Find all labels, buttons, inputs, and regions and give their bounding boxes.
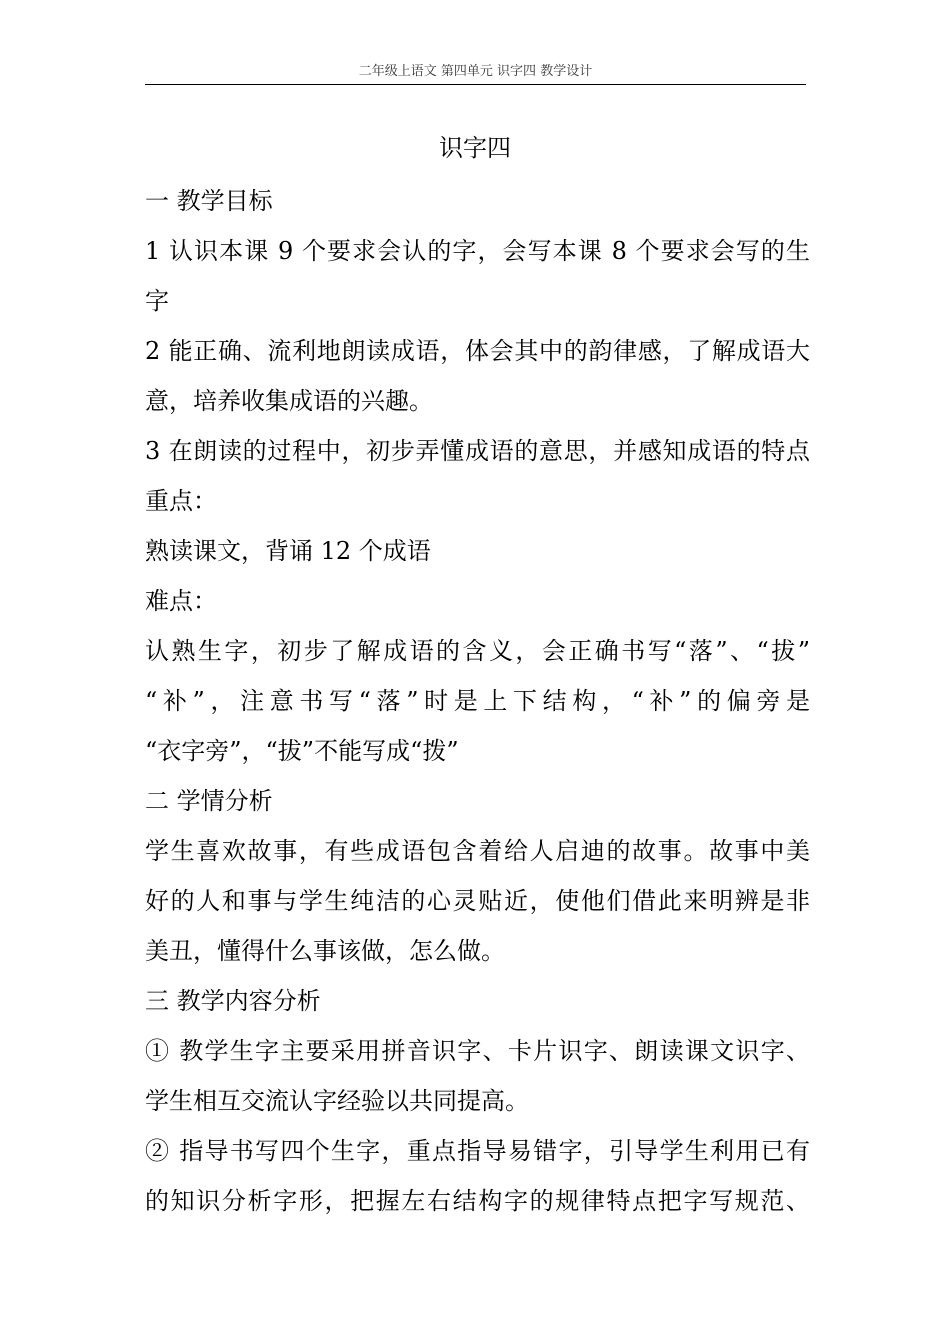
content-item-1-line-2: 学生相互交流认字经验以共同提高。 — [145, 1087, 529, 1115]
objective-2-line-2: 意，培养收集成语的兴趣。 — [145, 387, 433, 415]
content-item-1-line-1: ① 教学生字主要采用拼音识字、卡片识字、朗读课文识字、 — [145, 1037, 810, 1065]
key-points-text: 熟读课文，背诵 12 个成语 — [145, 537, 431, 565]
objective-1-line-2: 字 — [145, 287, 169, 315]
section-heading-content-analysis: 三 教学内容分析 — [145, 987, 321, 1015]
objective-1-line-1: 1 认识本课 9 个要求会认的字，会写本课 8 个要求会写的生 — [145, 237, 810, 265]
objective-3-line-1: 3 在朗读的过程中，初步弄懂成语的意思，并感知成语的特点 — [145, 437, 810, 465]
page-header: 二年级上语文 第四单元 识字四 教学设计 — [145, 62, 806, 85]
difficulties-line-1: 认熟生字，初步了解成语的含义，会正确书写“落”、“拔” — [145, 637, 810, 665]
difficulties-label: 难点： — [145, 587, 217, 615]
content-item-2-line-1: ② 指导书写四个生字，重点指导易错字，引导学生利用已有 — [145, 1137, 810, 1165]
document-body — [145, 176, 810, 1226]
document-title: 识字四 — [439, 134, 511, 162]
objective-2-line-1: 2 能正确、流利地朗读成语，体会其中的韵律感，了解成语大 — [145, 337, 810, 365]
section-heading-learner-analysis: 二 学情分析 — [145, 787, 273, 815]
content-item-2-line-2: 的知识分析字形，把握左右结构字的规律特点把字写规范、 — [145, 1187, 810, 1215]
section-heading-objectives: 一 教学目标 — [145, 187, 273, 215]
learner-analysis-line-2: 好的人和事与学生纯洁的心灵贴近，使他们借此来明辨是非 — [145, 887, 810, 915]
difficulties-line-3: “衣字旁”，“拔”不能写成“拨” — [145, 737, 459, 765]
learner-analysis-line-3: 美丑，懂得什么事该做，怎么做。 — [145, 937, 505, 965]
difficulties-line-2: “补”，注意书写“落”时是上下结构，“补”的偏旁是 — [145, 687, 810, 715]
learner-analysis-line-1: 学生喜欢故事，有些成语包含着给人启迪的故事。故事中美 — [145, 837, 810, 865]
key-points-label: 重点： — [145, 487, 217, 515]
